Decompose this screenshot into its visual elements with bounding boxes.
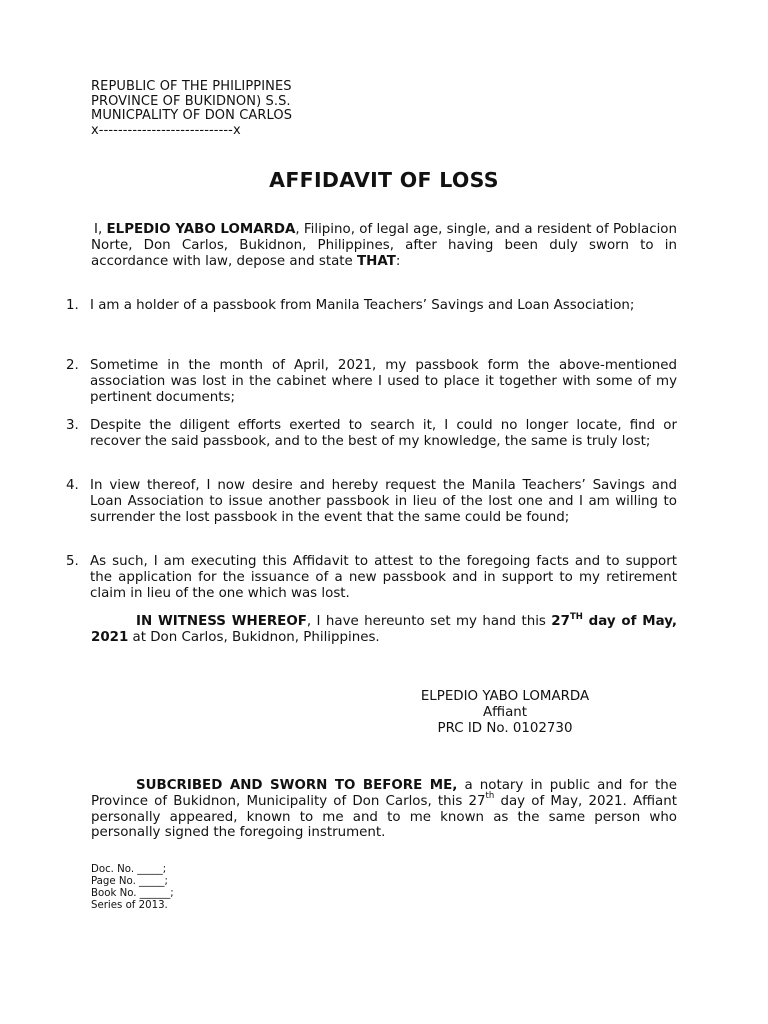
- witness-end: at Don Carlos, Bukidnon, Philippines.: [128, 629, 380, 645]
- jurat-paragraph: [91, 778, 677, 841]
- intro-paragraph: [91, 222, 677, 269]
- page-number: Page No. _____;: [91, 876, 168, 887]
- intro-pre: I,: [94, 222, 107, 237]
- jurat-lead: SUBCRIBED AND SWORN TO BEFORE ME,: [136, 778, 458, 793]
- intro-body: , Filipino, of legal age, single, and a resident of Poblacion Norte, Don Carlos, Bukidnon, Philippines, after having been duly sworn to in accordance with law, depose and state: [91, 222, 677, 269]
- witness-day: 27TH day of May, 2021: [91, 611, 677, 645]
- witness-mid: , I have hereunto set my hand this: [306, 614, 552, 629]
- item-text: I am a holder of a passbook from Manila Teachers’ Savings and Loan Association;: [90, 298, 635, 313]
- jurat-text-2: day of May, 2021. Affiant personally appeared, known to me and to me known as the same person who personally signed the foregoing instrument.: [91, 793, 677, 841]
- header-municipality: MUNICPALITY OF DON CARLOS: [91, 108, 293, 123]
- intro-that: THAT: [357, 253, 396, 269]
- witness-paragraph: [91, 611, 677, 646]
- header-province: PROVINCE OF BUKIDNON) S.S.: [91, 93, 291, 109]
- item-number: 2.: [66, 358, 79, 373]
- jurat-sup: th: [485, 791, 495, 802]
- item-number: 1.: [66, 298, 79, 313]
- item-text: Despite the diligent efforts exerted to search it, I could no longer locate, find or recover the said passbook, and to the best of my knowledge, the same is truly lost;: [90, 418, 677, 449]
- item-text: As such, I am executing this Affidavit to attest to the foregoing facts and to support the application for the issuance of a new passbook and in support to my retirement claim in lieu of the one which was lost.: [90, 554, 677, 601]
- witness-lead: IN WITNESS WHEREOF: [136, 614, 307, 629]
- jurat-text-1: a notary in public and for the Province of Bukidnon, Municipality of Don Carlos, this 27: [91, 778, 677, 809]
- header-republic: REPUBLIC OF THE PHILIPPINES: [91, 79, 292, 94]
- item-number: 3.: [66, 418, 79, 433]
- book-number: Book No. ______;: [91, 888, 174, 899]
- list-item: [66, 478, 677, 525]
- header-divider: x----------------------------x: [91, 122, 241, 138]
- intro-end: :: [395, 253, 401, 269]
- notary-register: [91, 864, 174, 912]
- document-title: AFFIDAVIT OF LOSS: [269, 168, 499, 192]
- list-item: [66, 358, 677, 405]
- item-number: 4.: [66, 478, 79, 493]
- list-item: [66, 298, 677, 314]
- signatory-name: ELPEDIO YABO LOMARDA: [420, 689, 590, 704]
- series-year: Series of 2013.: [91, 900, 168, 911]
- doc-number: Doc. No. _____;: [91, 864, 167, 875]
- item-text: In view thereof, I now desire and hereby request the Manila Teachers’ Savings and Loan Association to issue another passbook in lieu of the lost one and I am willing to surrender the lost passbook in the event that the same could be found;: [90, 478, 677, 525]
- item-text: Sometime in the month of April, 2021, my passbook form the above-mentioned association was lost in the cabinet where I used to place it together with some of my pertinent documents;: [90, 358, 677, 405]
- list-item: [66, 418, 677, 450]
- affiant-name: ELPEDIO YABO LOMARDA: [106, 222, 296, 237]
- item-number: 5.: [66, 554, 79, 569]
- signatory-prc: PRC ID No. 0102730: [437, 720, 573, 736]
- signatory-role: Affiant: [482, 704, 528, 720]
- signature-block: [370, 689, 640, 736]
- list-item: [66, 554, 677, 601]
- document-header: [91, 80, 292, 138]
